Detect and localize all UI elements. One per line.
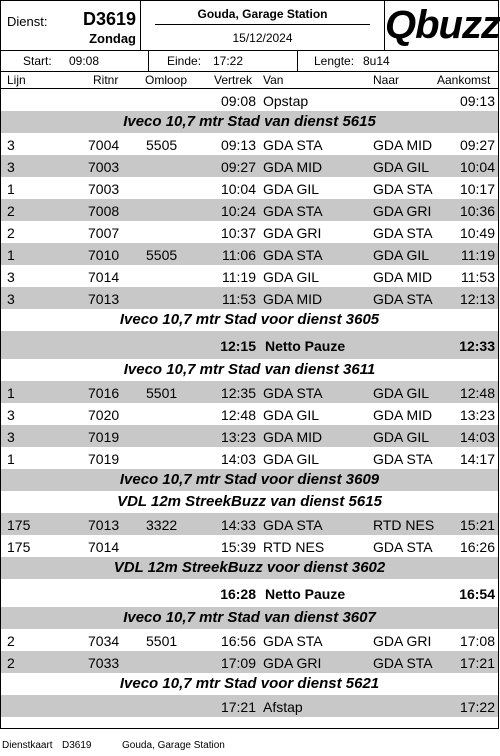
table-row — [1, 425, 498, 447]
cell-aankomst: 09:27 — [459, 137, 495, 153]
cell-aankomst: 11:19 — [461, 247, 495, 263]
duty-cell — [1, 1, 141, 50]
cell-aankomst: 14:03 — [459, 429, 495, 445]
cell-lijn: 3 — [7, 159, 15, 175]
cell-aankomst: 12:48 — [459, 385, 495, 401]
table-row — [1, 199, 498, 221]
cell-lijn: 2 — [7, 225, 15, 241]
length-value: 8u14 — [363, 54, 390, 68]
qbuzz-logo: Qbuzz — [385, 3, 500, 47]
cell-van: GDA GIL — [263, 269, 320, 285]
cell-aankomst: 14:17 — [459, 451, 495, 467]
cell-aankomst: 17:21 — [459, 655, 495, 671]
cell-van: GDA MID — [263, 429, 323, 445]
cell-naar: GDA GIL — [373, 159, 430, 175]
cell-van: GDA STA — [263, 203, 323, 219]
footer-label: Dienstkaart — [2, 740, 53, 751]
cell-vertrek: 10:24 — [220, 203, 256, 219]
col-van: Van — [263, 73, 284, 87]
pause-start: 12:15 — [220, 338, 256, 354]
cell-lijn: 175 — [7, 539, 31, 555]
cell-vertrek: 17:21 — [220, 699, 256, 715]
schedule-table — [1, 89, 498, 717]
cell-aankomst: 13:23 — [459, 407, 495, 423]
cell-lijn: 3 — [7, 407, 15, 423]
cell-van: GDA MID — [263, 159, 323, 175]
cell-aankomst: 10:17 — [459, 181, 495, 197]
cell-lijn: 3 — [7, 269, 15, 285]
cell-naar: GDA STA — [373, 451, 433, 467]
end-time: 17:22 — [213, 54, 244, 68]
table-row — [1, 243, 498, 265]
cell-vertrek: 11:06 — [222, 247, 256, 263]
table-row — [1, 695, 498, 717]
cell-lijn: 1 — [7, 385, 15, 401]
cell-vertrek: 11:19 — [222, 269, 256, 285]
cell-ritnr: 7010 — [88, 247, 120, 263]
cell-van: Opstap — [263, 93, 309, 109]
logo-cell — [385, 1, 498, 50]
pause-start: 16:28 — [220, 586, 256, 602]
cell-van: GDA STA — [263, 247, 323, 263]
pause-label: Netto Pauze — [265, 586, 346, 602]
cell-ritnr: 7014 — [88, 269, 120, 285]
section-header: Iveco 10,7 mtr Stad van dienst 5615 — [1, 111, 498, 133]
cell-naar: GDA STA — [373, 539, 433, 555]
cell-aankomst: 17:22 — [459, 699, 495, 715]
col-lijn: Lijn — [7, 73, 26, 87]
section-header: Iveco 10,7 mtr Stad voor dienst 3605 — [119, 311, 380, 328]
cell-omloop: 5505 — [146, 247, 178, 263]
table-row — [1, 403, 498, 425]
duty-date: 15/12/2024 — [232, 31, 293, 45]
cell-omloop: 5505 — [146, 137, 178, 153]
cell-omloop: 5501 — [146, 633, 178, 649]
cell-ritnr: 7033 — [88, 655, 120, 671]
table-row — [1, 535, 498, 557]
pause-end: 16:54 — [459, 586, 495, 602]
cell-ritnr: 7014 — [88, 539, 120, 555]
table-row — [1, 513, 498, 535]
cell-van: GDA GIL — [263, 451, 320, 467]
cell-vertrek: 10:04 — [220, 181, 256, 197]
cell-ritnr: 7016 — [88, 385, 120, 401]
cell-aankomst: 10:49 — [459, 225, 495, 241]
cell-vertrek: 11:53 — [222, 291, 256, 307]
cell-van: GDA GIL — [263, 407, 320, 423]
cell-vertrek: 09:08 — [220, 93, 256, 109]
cell-naar: RTD NES — [373, 517, 435, 533]
cell-ritnr: 7003 — [88, 159, 120, 175]
cell-lijn: 3 — [7, 291, 15, 307]
table-row — [1, 381, 498, 403]
cell-ritnr: 7003 — [88, 181, 120, 197]
end-label: Einde: — [167, 54, 202, 68]
table-row — [1, 629, 498, 651]
divider — [148, 51, 149, 71]
cell-naar: GDA STA — [373, 181, 433, 197]
cell-aankomst: 15:21 — [459, 517, 495, 533]
table-row — [1, 265, 498, 287]
cell-vertrek: 17:09 — [220, 655, 256, 671]
cell-ritnr: 7013 — [88, 291, 120, 307]
cell-lijn: 3 — [7, 137, 15, 153]
cell-lijn: 3 — [7, 429, 15, 445]
times-row — [1, 51, 498, 72]
table-row — [1, 155, 498, 177]
cell-van: GDA MID — [263, 291, 323, 307]
cell-omloop: 3322 — [146, 517, 178, 533]
cell-naar: GDA STA — [373, 655, 433, 671]
cell-vertrek: 16:56 — [220, 633, 256, 649]
cell-aankomst: 17:08 — [459, 633, 495, 649]
cell-naar: GDA GRI — [373, 203, 432, 219]
table-row — [1, 89, 498, 111]
table-row — [1, 287, 498, 309]
cell-van: GDA GRI — [263, 655, 322, 671]
pause-end: 12:33 — [459, 338, 495, 354]
table-row — [1, 221, 498, 243]
cell-ritnr: 7020 — [88, 407, 120, 423]
column-header — [1, 72, 498, 89]
cell-naar: GDA MID — [373, 407, 433, 423]
location-name: Gouda, Garage Station — [197, 7, 328, 21]
cell-naar: GDA STA — [373, 291, 433, 307]
cell-naar: GDA GIL — [373, 429, 430, 445]
cell-vertrek: 12:48 — [220, 407, 256, 423]
cell-aankomst: 16:26 — [459, 539, 495, 555]
cell-omloop: 5501 — [146, 385, 178, 401]
cell-lijn: 175 — [7, 517, 31, 533]
section-header: Iveco 10,7 mtr Stad voor dienst 5621 — [119, 675, 380, 692]
cell-lijn: 1 — [7, 181, 15, 197]
cell-aankomst: 12:13 — [459, 291, 495, 307]
section-header: VDL 12m StreekBuzz van dienst 5615 — [117, 493, 382, 510]
cell-naar: GDA MID — [373, 269, 433, 285]
col-naar: Naar — [373, 73, 400, 87]
cell-naar: GDA GIL — [373, 385, 430, 401]
pause-row — [1, 331, 498, 359]
cell-ritnr: 7019 — [88, 451, 120, 467]
section-header: Iveco 10,7 mtr Stad van dienst 3611 — [123, 361, 376, 378]
divider — [297, 51, 298, 71]
cell-lijn: 1 — [7, 247, 15, 263]
cell-aankomst: 11:53 — [461, 269, 495, 285]
duty-label: Dienst: — [7, 14, 48, 29]
cell-van: GDA STA — [263, 385, 323, 401]
table-row — [1, 651, 498, 673]
section-header: Iveco 10,7 mtr Stad voor dienst 3609 — [1, 469, 498, 491]
cell-lijn: 2 — [7, 655, 15, 671]
cell-van: GDA GIL — [263, 181, 320, 197]
cell-van: GDA STA — [263, 633, 323, 649]
pause-row — [1, 579, 498, 607]
cell-van: GDA GRI — [263, 225, 322, 241]
cell-vertrek: 10:37 — [220, 225, 256, 241]
section-header: Iveco 10,7 mtr Stad van dienst 3607 — [1, 607, 498, 629]
cell-aankomst: 09:13 — [459, 93, 495, 109]
start-time: 09:08 — [69, 54, 100, 68]
footer-location: Gouda, Garage Station — [122, 740, 225, 751]
footer-duty: D3619 — [62, 740, 92, 751]
table-row — [1, 447, 498, 469]
duty-day: Zondag — [89, 31, 136, 46]
section-header: VDL 12m StreekBuzz voor dienst 3602 — [1, 557, 498, 579]
cell-ritnr: 7019 — [88, 429, 120, 445]
cell-van: GDA STA — [263, 137, 323, 153]
cell-naar: GDA MID — [373, 137, 433, 153]
length-label: Lengte: — [314, 54, 355, 68]
start-label: Start: — [23, 54, 52, 68]
cell-ritnr: 7004 — [88, 137, 120, 153]
card-header — [1, 1, 498, 51]
pause-label: Netto Pauze — [265, 338, 346, 354]
col-vertrek: Vertrek — [214, 73, 253, 87]
location-cell — [141, 1, 385, 50]
col-omloop: Omloop — [145, 73, 188, 87]
cell-van: Afstap — [263, 699, 303, 715]
cell-lijn: 2 — [7, 633, 15, 649]
cell-naar: GDA GRI — [373, 633, 432, 649]
cell-vertrek: 14:33 — [220, 517, 256, 533]
cell-vertrek: 13:23 — [220, 429, 256, 445]
cell-ritnr: 7007 — [88, 225, 120, 241]
cell-vertrek: 14:03 — [220, 451, 256, 467]
cell-lijn: 1 — [7, 451, 15, 467]
cell-aankomst: 10:04 — [459, 159, 495, 175]
table-row — [1, 133, 498, 155]
cell-vertrek: 12:35 — [220, 385, 256, 401]
cell-ritnr: 7013 — [88, 517, 120, 533]
cell-van: RTD NES — [263, 539, 325, 555]
col-aankomst: Aankomst — [437, 73, 491, 87]
table-row — [1, 177, 498, 199]
cell-ritnr: 7034 — [88, 633, 120, 649]
cell-van: GDA STA — [263, 517, 323, 533]
cell-naar: GDA GIL — [373, 247, 430, 263]
cell-naar: GDA STA — [373, 225, 433, 241]
duty-code: D3619 — [82, 9, 136, 29]
cell-lijn: 2 — [7, 203, 15, 219]
cell-vertrek: 09:27 — [220, 159, 256, 175]
cell-vertrek: 15:39 — [220, 539, 256, 555]
cell-aankomst: 10:36 — [459, 203, 495, 219]
divider — [155, 24, 370, 25]
cell-vertrek: 09:13 — [220, 137, 256, 153]
cell-ritnr: 7008 — [88, 203, 120, 219]
col-ritnr: Ritnr — [93, 73, 119, 87]
